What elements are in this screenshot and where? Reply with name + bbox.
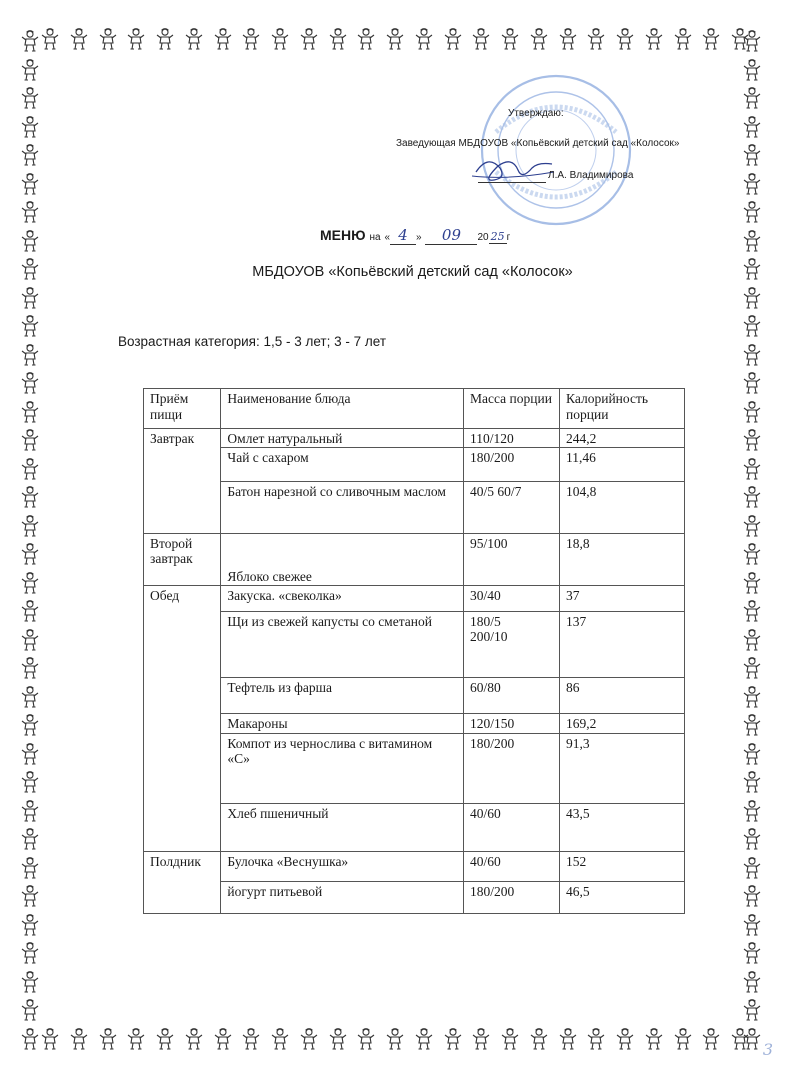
child-figure-icon	[20, 657, 40, 679]
child-figure-icon	[742, 572, 762, 594]
child-figure-icon	[742, 942, 762, 964]
child-figure-icon	[184, 1028, 204, 1050]
signature-name: Л.А. Владимирова	[548, 170, 634, 181]
child-figure-icon	[20, 743, 40, 765]
child-figure-icon	[20, 543, 40, 565]
table-row	[144, 429, 685, 448]
table-row	[144, 881, 685, 913]
child-figure-icon	[742, 1028, 762, 1050]
child-figure-icon	[20, 458, 40, 480]
child-figure-icon	[20, 486, 40, 508]
dish-cell: Хлеб пшеничный	[221, 803, 464, 851]
child-figure-icon	[500, 1028, 520, 1050]
child-figure-icon	[20, 287, 40, 309]
kcal-cell: 152	[560, 851, 685, 881]
table-row	[144, 481, 685, 533]
child-figure-icon	[385, 1028, 405, 1050]
table-row	[144, 533, 685, 585]
child-figure-icon	[213, 1028, 233, 1050]
child-figure-icon	[742, 971, 762, 993]
menu-year-prefix: 20	[477, 232, 489, 243]
child-figure-icon	[742, 714, 762, 736]
signature-icon	[468, 150, 558, 190]
child-figure-icon	[20, 971, 40, 993]
child-figure-icon	[742, 999, 762, 1021]
corner-mark: 3	[762, 1040, 773, 1059]
table-header-row	[144, 389, 685, 429]
child-figure-icon	[742, 515, 762, 537]
child-figure-icon	[742, 771, 762, 793]
approve-label: Утверждаю:	[508, 108, 564, 119]
dish-cell: Макароны	[221, 713, 464, 733]
child-figure-icon	[98, 1028, 118, 1050]
kcal-cell: 104,8	[560, 481, 685, 533]
kcal-cell: 43,5	[560, 803, 685, 851]
child-figure-icon	[20, 429, 40, 451]
kcal-cell: 11,46	[560, 447, 685, 481]
table-row	[144, 713, 685, 733]
menu-word: МЕНЮ	[320, 227, 366, 243]
child-figure-icon	[328, 1028, 348, 1050]
meal-name-cell: Завтрак	[144, 429, 221, 534]
mass-cell: 180/5 200/10	[464, 611, 560, 677]
child-figure-icon	[20, 885, 40, 907]
decorative-border-bottom	[40, 1028, 750, 1052]
kcal-cell: 244,2	[560, 429, 685, 448]
table-row	[144, 677, 685, 713]
menu-day: 4	[390, 226, 416, 245]
child-figure-icon	[701, 1028, 721, 1050]
mass-cell: 120/150	[464, 713, 560, 733]
child-figure-icon	[615, 1028, 635, 1050]
child-figure-icon	[586, 1028, 606, 1050]
dish-cell: Чай с сахаром	[221, 447, 464, 481]
dish-cell: Омлет натуральный	[221, 429, 464, 448]
meal-name-cell: Обед	[144, 585, 221, 851]
kcal-cell: 46,5	[560, 881, 685, 913]
position-line: Заведующая МБДОУОВ «Копьёвский детский сад «Колосок»	[396, 138, 680, 149]
child-figure-icon	[558, 1028, 578, 1050]
header-meal: Приём пищи	[144, 389, 221, 429]
child-figure-icon	[471, 1028, 491, 1050]
child-figure-icon	[20, 344, 40, 366]
child-figure-icon	[673, 1028, 693, 1050]
table-row	[144, 585, 685, 611]
mass-cell: 30/40	[464, 585, 560, 611]
dish-cell: Щи из свежей капусты со сметаной	[221, 611, 464, 677]
child-figure-icon	[742, 885, 762, 907]
dish-cell: Булочка «Веснушка»	[221, 851, 464, 881]
child-figure-icon	[20, 857, 40, 879]
child-figure-icon	[20, 828, 40, 850]
approval-block	[0, 0, 785, 260]
child-figure-icon	[20, 714, 40, 736]
child-figure-icon	[742, 629, 762, 651]
table-row	[144, 611, 685, 677]
table-row	[144, 803, 685, 851]
menu-title: МЕНЮ на « 4 » 09 20 25 г	[320, 226, 511, 244]
child-figure-icon	[644, 1028, 664, 1050]
child-figure-icon	[742, 686, 762, 708]
child-figure-icon	[20, 372, 40, 394]
child-figure-icon	[742, 914, 762, 936]
header-dish: Наименование блюда	[221, 389, 464, 429]
menu-table	[143, 388, 685, 914]
kcal-cell: 18,8	[560, 533, 685, 585]
mass-cell: 60/80	[464, 677, 560, 713]
child-figure-icon	[20, 629, 40, 651]
mass-cell: 180/200	[464, 881, 560, 913]
dish-cell: Яблоко свежее	[221, 533, 464, 585]
table-row	[144, 733, 685, 803]
child-figure-icon	[742, 543, 762, 565]
child-figure-icon	[20, 914, 40, 936]
child-figure-icon	[20, 771, 40, 793]
child-figure-icon	[742, 743, 762, 765]
child-figure-icon	[155, 1028, 175, 1050]
dish-cell: Закуска. «свеколка»	[221, 585, 464, 611]
child-figure-icon	[742, 857, 762, 879]
child-figure-icon	[742, 344, 762, 366]
child-figure-icon	[20, 600, 40, 622]
child-figure-icon	[299, 1028, 319, 1050]
child-figure-icon	[270, 1028, 290, 1050]
child-figure-icon	[126, 1028, 146, 1050]
table-row	[144, 851, 685, 881]
dish-cell: Батон нарезной со сливочным маслом	[221, 481, 464, 533]
child-figure-icon	[69, 1028, 89, 1050]
meal-name-cell: Второй завтрак	[144, 533, 221, 585]
child-figure-icon	[20, 315, 40, 337]
kcal-cell: 86	[560, 677, 685, 713]
meal-name-cell: Полдник	[144, 851, 221, 913]
child-figure-icon	[742, 401, 762, 423]
child-figure-icon	[742, 828, 762, 850]
child-figure-icon	[443, 1028, 463, 1050]
mass-cell: 40/5 60/7	[464, 481, 560, 533]
child-figure-icon	[742, 287, 762, 309]
child-figure-icon	[529, 1028, 549, 1050]
kcal-cell: 137	[560, 611, 685, 677]
child-figure-icon	[20, 401, 40, 423]
signature-line	[478, 182, 546, 183]
header-mass: Масса порции	[464, 389, 560, 429]
mass-cell: 40/60	[464, 803, 560, 851]
header-kcal: Калорийность порции	[560, 389, 685, 429]
menu-year-suffix: 25	[490, 230, 505, 243]
mass-cell: 110/120	[464, 429, 560, 448]
mass-cell: 180/200	[464, 733, 560, 803]
kcal-cell: 37	[560, 585, 685, 611]
age-category: Возрастная категория: 1,5 - 3 лет; 3 - 7 лет	[118, 334, 387, 349]
dish-cell: Тефтель из фарша	[221, 677, 464, 713]
child-figure-icon	[20, 515, 40, 537]
organization-name: МБДОУОВ «Копьёвский детский сад «Колосок»	[252, 264, 573, 280]
child-figure-icon	[742, 429, 762, 451]
child-figure-icon	[742, 458, 762, 480]
child-figure-icon	[20, 942, 40, 964]
kcal-cell: 91,3	[560, 733, 685, 803]
child-figure-icon	[356, 1028, 376, 1050]
child-figure-icon	[742, 315, 762, 337]
table-row	[144, 447, 685, 481]
child-figure-icon	[20, 1028, 40, 1050]
child-figure-icon	[20, 686, 40, 708]
child-figure-icon	[414, 1028, 434, 1050]
child-figure-icon	[20, 800, 40, 822]
child-figure-icon	[20, 999, 40, 1021]
dish-cell: Компот из чернослива с витамином «С»	[221, 733, 464, 803]
child-figure-icon	[742, 372, 762, 394]
mass-cell: 95/100	[464, 533, 560, 585]
menu-month: 09	[425, 226, 477, 245]
mass-cell: 180/200	[464, 447, 560, 481]
dish-cell: йогурт питьевой	[221, 881, 464, 913]
child-figure-icon	[742, 486, 762, 508]
child-figure-icon	[742, 800, 762, 822]
child-figure-icon	[742, 657, 762, 679]
kcal-cell: 169,2	[560, 713, 685, 733]
child-figure-icon	[241, 1028, 261, 1050]
menu-year-unit: г	[506, 232, 511, 243]
menu-on: на	[369, 232, 381, 243]
child-figure-icon	[20, 572, 40, 594]
mass-cell: 40/60	[464, 851, 560, 881]
child-figure-icon	[742, 600, 762, 622]
